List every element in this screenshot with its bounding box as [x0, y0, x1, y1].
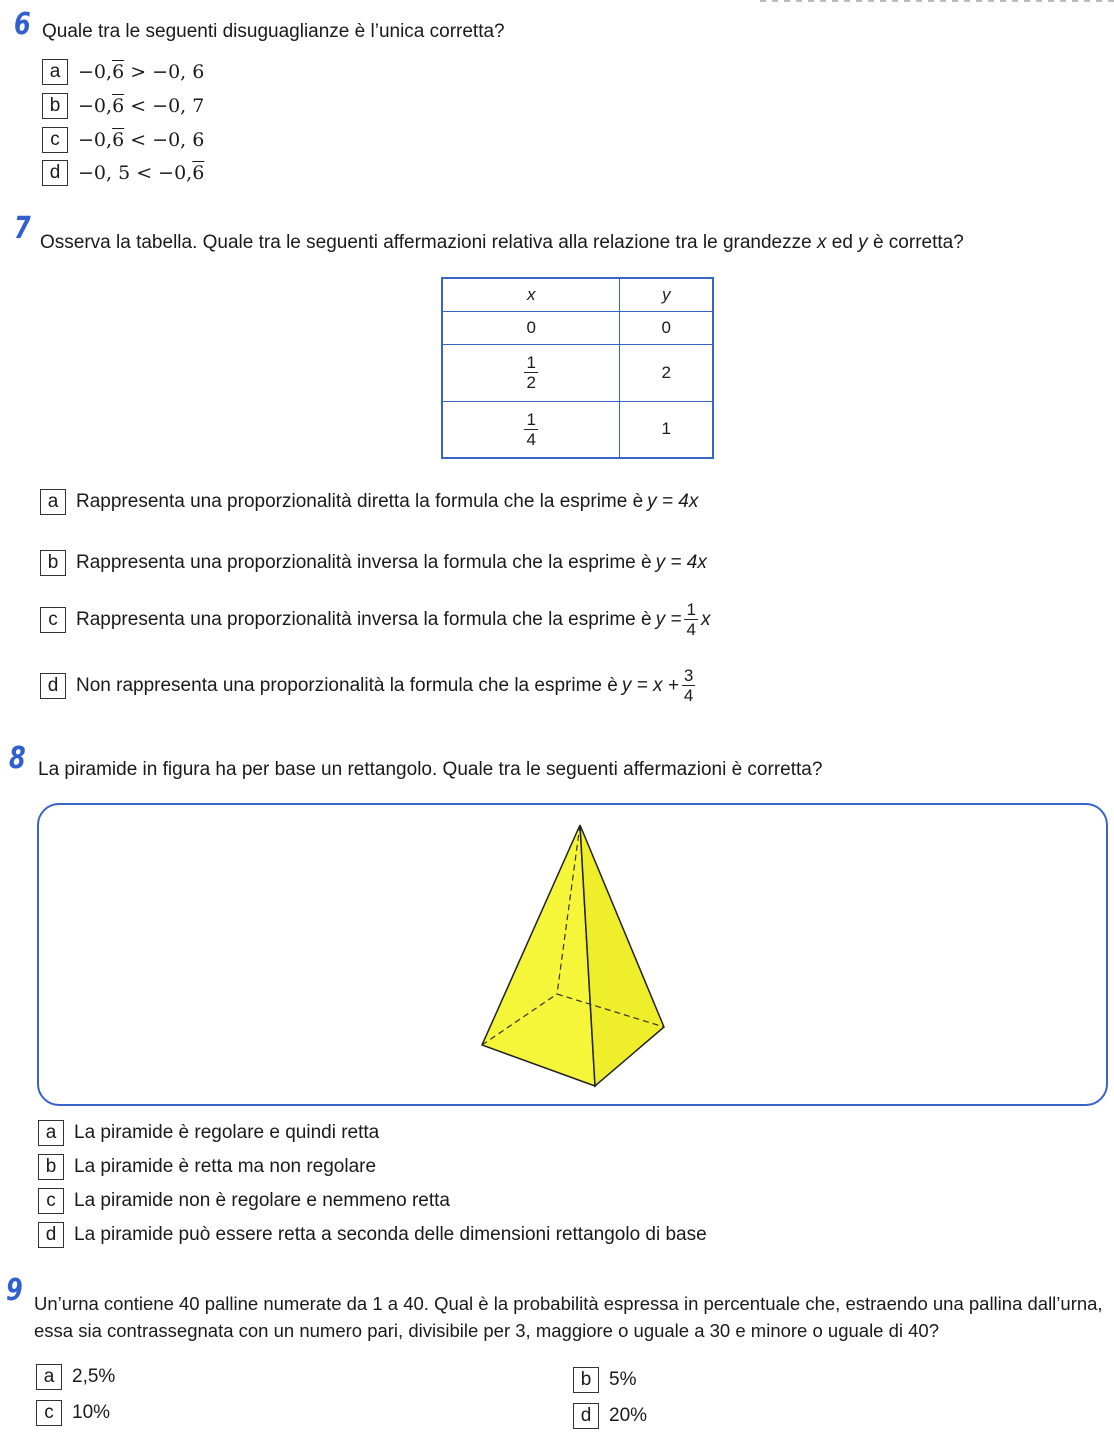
option-formula: −0,6 < −0, 7 [78, 95, 205, 117]
option-text: 20% [609, 1405, 648, 1426]
option-text: La piramide è regolare e quindi retta [74, 1122, 380, 1143]
option-letter: b [573, 1367, 599, 1393]
q7-option-b[interactable] [40, 550, 707, 576]
option-letter: a [38, 1120, 64, 1146]
q9-option-d[interactable] [573, 1403, 647, 1429]
pyramid-front-face [482, 825, 595, 1086]
option-letter: c [36, 1400, 62, 1426]
table-row [442, 401, 713, 458]
q9-option-c[interactable] [36, 1400, 110, 1426]
pyramid-figure [37, 803, 1108, 1106]
q6-option-a[interactable] [42, 59, 204, 85]
option-formula: y = 4x [655, 552, 707, 573]
option-formula: y = 4x [647, 491, 699, 512]
pyramid-right-face [580, 825, 664, 1086]
option-letter: b [42, 93, 68, 119]
option-letter: c [40, 607, 66, 633]
question-7-text: Osserva la tabella. Quale tra le seguenti affermazioni relativa alla relazione tra le grandezze x ed y è corretta? [40, 232, 964, 253]
question-6-text: Quale tra le seguenti disuguaglianze è l’unica corretta? [42, 21, 505, 42]
option-formula: −0,6 > −0, 6 [78, 61, 205, 83]
q8-option-c[interactable] [38, 1188, 450, 1214]
option-formula-lhs: y = x + [621, 674, 679, 696]
option-letter: d [38, 1222, 64, 1248]
table-header-row [442, 278, 713, 311]
table-cell-x: $\frac{1}{4}$ [442, 401, 620, 458]
figure-frame [37, 803, 1108, 1106]
option-letter: b [40, 550, 66, 576]
option-text: La piramide non è regolare e nemmeno retta [74, 1190, 451, 1211]
option-letter: d [573, 1403, 599, 1429]
option-fraction: $\frac{1}{4}$ [686, 600, 696, 639]
option-text: Rappresenta una proporzionalità inversa la formula che la esprime è [76, 552, 652, 573]
q8-option-d[interactable] [38, 1222, 707, 1248]
q8-option-b[interactable] [38, 1154, 376, 1180]
q7-option-c[interactable] [40, 600, 710, 639]
option-letter: a [36, 1364, 62, 1390]
q8-option-a[interactable] [38, 1120, 379, 1146]
option-letter: c [38, 1188, 64, 1214]
option-text: 5% [609, 1369, 637, 1390]
question-8-text: La piramide in figura ha per base un rettangolo. Quale tra le seguenti affermazioni è corretta? [38, 759, 823, 780]
q9-option-a[interactable] [36, 1364, 115, 1390]
question-9-line-2: essa sia contrassegnata con un numero pari, divisibile per 3, maggiore o uguale a 30 e minore o uguale di 40? [34, 1320, 940, 1341]
q6-option-b[interactable] [42, 93, 204, 119]
table-row [442, 311, 713, 344]
option-formula-rhs: x [700, 608, 711, 630]
option-letter: d [42, 160, 68, 186]
option-letter: d [40, 673, 66, 699]
option-formula: −0,6 < −0, 6 [78, 129, 205, 151]
option-letter: a [42, 59, 68, 85]
q9-option-b[interactable] [573, 1367, 636, 1393]
option-text: La piramide può essere retta a seconda delle dimensioni rettangolo di base [74, 1224, 707, 1245]
option-formula: −0, 5 < −0,6 [78, 162, 205, 184]
option-letter: a [40, 489, 66, 515]
table-cell-y: 2 [620, 344, 713, 401]
table-header-y: y [620, 278, 713, 311]
question-6-number: 6 [14, 7, 31, 42]
question-8-number: 8 [9, 741, 26, 776]
option-text: Rappresenta una proporzionalità diretta la formula che la esprime è [76, 491, 644, 512]
option-fraction: $\frac{3}{4}$ [683, 666, 694, 705]
table-cell-y: 0 [620, 311, 713, 344]
option-letter: b [38, 1154, 64, 1180]
option-letter: c [42, 127, 68, 153]
option-text: Non rappresenta una proporzionalità la formula che la esprime è [76, 674, 618, 696]
table-cell-x: $\frac{1}{2}$ [442, 344, 620, 401]
question-9-line-1: Un’urna contiene 40 palline numerate da 1 a 40. Qual è la probabilità espressa in percentuale che, estraendo una pallina dall’urna, [34, 1293, 1103, 1314]
option-text: La piramide è retta ma non regolare [74, 1156, 377, 1177]
q7-option-d[interactable] [40, 666, 698, 705]
question-9-number: 9 [6, 1273, 23, 1308]
q6-option-d[interactable] [42, 160, 204, 186]
option-formula-lhs: y = [655, 608, 682, 630]
q7-option-a[interactable] [40, 489, 698, 515]
option-text: Rappresenta una proporzionalità inversa la formula che la esprime è [76, 608, 652, 630]
top-edge-dashes [760, 0, 1114, 2]
option-text: 2,5% [72, 1366, 116, 1387]
option-text: 10% [72, 1402, 111, 1423]
xy-table [441, 277, 714, 459]
table-cell-y: 1 [620, 401, 713, 458]
question-7-number: 7 [14, 211, 31, 246]
q6-option-c[interactable] [42, 127, 204, 153]
table-cell-x: 0 [442, 311, 620, 344]
table-header-x: x [442, 278, 620, 311]
table-row [442, 344, 713, 401]
